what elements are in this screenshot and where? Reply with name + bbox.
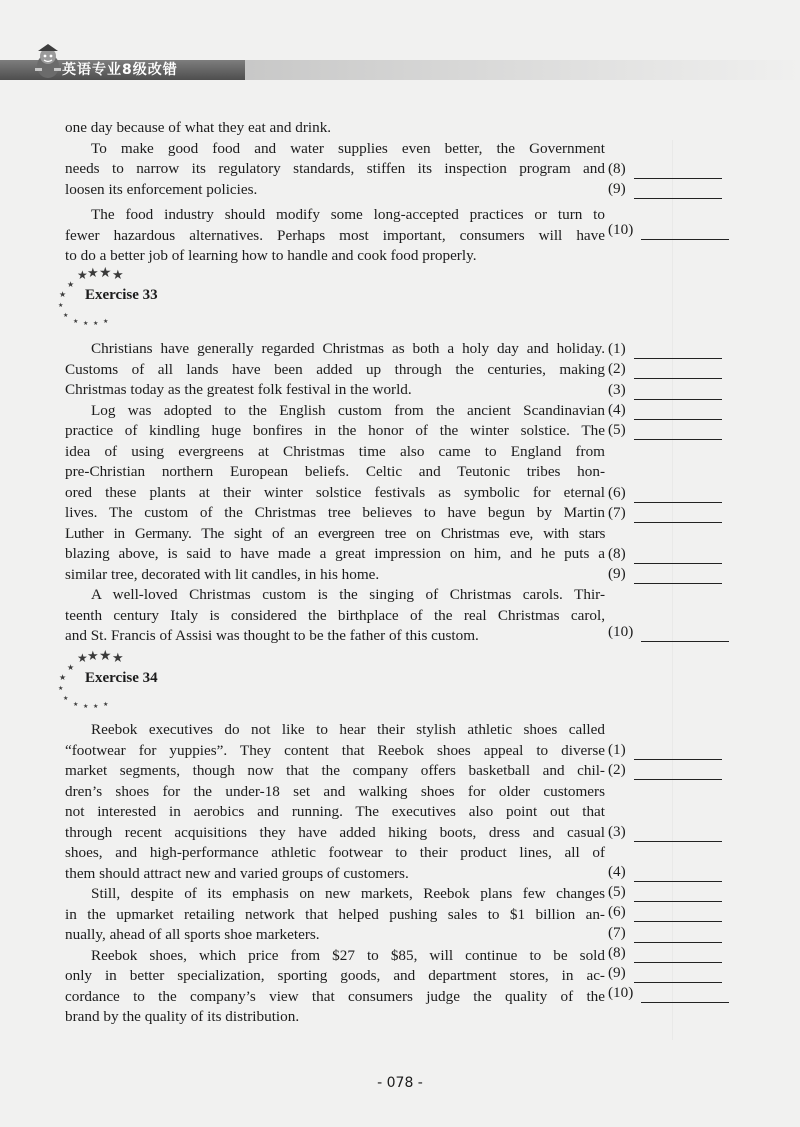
svg-text:★: ★ [83,321,89,325]
answer-slot[interactable]: (2) [608,359,722,379]
text-line: in the upmarket retailing network that helped pushing sales to $1 billion an- [65,905,605,923]
text-line: Luther in Germany. The sight of an evergreen tree on Christmas eve, with stars [65,524,605,542]
exercise-33-heading [55,265,235,325]
answer-slot[interactable]: (1) [608,740,722,760]
exercise-label: Exercise 33 [85,287,158,303]
svg-text:★: ★ [63,696,69,702]
text-line: loosen its enforcement policies. [65,180,258,198]
svg-text:★: ★ [73,702,79,708]
svg-text:★: ★ [112,650,124,665]
header-title: 英语专业8级改错 [62,62,178,78]
svg-text:★: ★ [99,649,112,664]
mascot-icon [30,42,66,80]
answer-slot[interactable]: (9) [608,963,722,983]
svg-text:★: ★ [93,704,99,708]
svg-text:★: ★ [112,267,124,282]
answer-slot[interactable]: (6) [608,483,722,503]
svg-text:★: ★ [87,265,99,280]
text-line: only in better specialization, sporting goods, and department stores, in ac- [65,967,605,984]
page-header [0,40,800,80]
text-line: Reebok shoes, which price from $27 to $85, will continue to be sold [91,946,605,964]
svg-text:★: ★ [83,704,89,708]
text-line: “footwear for yuppies”. They content that Reebok shoes appeal to diverse [65,741,605,759]
text-line: nually, ahead of all sports shoe marketers. [65,926,320,943]
answer-slot[interactable]: (7) [608,923,722,943]
text-line: teenth century Italy is considered the birthplace of the real Christmas carol, [65,606,605,624]
text-line: one day because of what they eat and drink. [65,119,332,136]
answer-slot[interactable]: (10) [608,622,729,642]
text-line: To make good food and water supplies even better, the Government [91,139,605,157]
text-line: fewer hazardous alternatives. Perhaps most important, consumers will have [65,226,605,244]
text-line: dren’s shoes for the under-18 set and walking shoes for older customers [65,782,605,800]
text-line: through recent acquisitions they have added hiking boots, dress and casual [65,823,605,841]
exercise-34-text [65,720,605,1028]
answer-slot[interactable]: (4) [608,862,722,882]
answer-slot[interactable]: (4) [608,400,722,420]
text-line: lives. The custom of the Christmas tree believes to have begun by Martin [65,504,605,521]
svg-text:★: ★ [77,651,88,665]
answer-slot[interactable]: (8) [608,544,722,564]
svg-text:★: ★ [67,663,75,672]
svg-text:★: ★ [103,319,109,325]
answer-slot[interactable]: (5) [608,420,722,440]
text-line: The food industry should modify some long-accepted practices or turn to [91,206,605,223]
answer-slot[interactable]: (10) [608,983,729,1003]
exercise-label: Exercise 34 [85,670,158,686]
text-line: Still, despite of its emphasis on new markets, Reebok plans few changes [91,885,605,902]
svg-text:★: ★ [58,303,64,309]
exercise-34-heading [55,648,235,708]
text-line: needs to narrow its regulatory standards, stiffen its inspection program and [65,160,605,177]
answer-slot[interactable]: (1) [608,339,722,359]
text-line: Reebok executives do not like to hear their stylish athletic shoes called [91,721,605,738]
svg-text:★: ★ [73,319,79,325]
answer-slot[interactable]: (10) [608,220,729,240]
answer-slot[interactable]: (9) [608,564,722,584]
answer-slot[interactable]: (3) [608,822,722,842]
text-line: Christians have generally regarded Christmas as both a holy day and holiday. [91,340,605,357]
svg-text:★: ★ [59,290,67,299]
answer-slot[interactable]: (5) [608,882,722,902]
svg-text:★: ★ [99,266,112,281]
svg-text:★: ★ [63,313,69,319]
exercise-33-text [65,339,605,647]
answer-slot[interactable]: (8) [608,159,722,179]
svg-text:★: ★ [77,268,88,282]
answer-slot[interactable]: (3) [608,380,722,400]
text-line: not interested in aerobics and running. The executives also point out that [65,803,605,820]
text-line: Log was adopted to the English custom from the ancient Scandinavian [91,401,605,419]
text-line: shoes, and high-performance athletic footwear to their product lines, all of [65,844,605,861]
page-number: - 078 - [377,1075,423,1091]
answer-slot[interactable]: (7) [608,503,722,523]
answer-slot[interactable]: (8) [608,943,722,963]
text-line: cordance to the company’s view that consumers judge the quality of the [65,987,605,1005]
text-line: idea of using evergreens at Christmas time also came to England from [65,442,605,460]
text-line: blazing above, is said to have made a great impression on him, and he puts a [65,545,605,562]
text-line: Customs of all lands have been added up through the centuries, making [65,360,605,378]
text-line: similar tree, decorated with lit candles, in his home. [65,565,380,583]
svg-text:★: ★ [87,648,99,663]
text-line: market segments, though now that the company offers basketball and chil- [65,762,605,779]
answer-slot[interactable]: (6) [608,902,722,922]
text-line: them should attract new and varied groups of customers. [65,864,409,882]
svg-text:★: ★ [93,321,99,325]
text-line: A well-loved Christmas custom is the singing of Christmas carols. Thir- [91,586,605,603]
text-line: to do a better job of learning how to handle and cook food properly. [65,247,477,264]
text-line: and St. Francis of Assisi was thought to be the father of this custom. [65,627,479,644]
svg-text:★: ★ [59,673,67,682]
intro-text [65,118,605,267]
answer-slot[interactable]: (9) [608,179,722,199]
text-line: practice of kindling huge bonfires in the honor of the winter solstice. The [65,422,605,439]
text-line: pre-Christian northern European beliefs. Celtic and Teutonic tribes hon- [65,463,605,480]
text-line: brand by the quality of its distribution. [65,1008,300,1025]
svg-text:★: ★ [58,686,64,692]
answer-slot[interactable]: (2) [608,760,722,780]
svg-text:★: ★ [103,702,109,708]
text-line: ored these plants at their winter solstice festivals as symbolic for eternal [65,483,605,501]
svg-text:★: ★ [67,280,75,289]
text-line: Christmas today as the greatest folk festival in the world. [65,381,412,398]
